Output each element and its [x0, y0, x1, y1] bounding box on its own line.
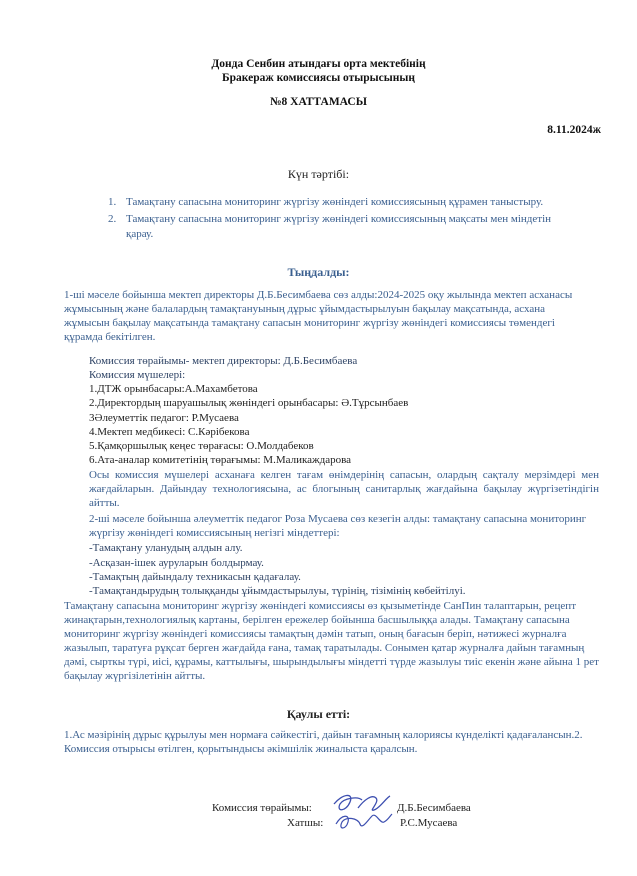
chair-label: Комиссия төрайымы:: [212, 802, 312, 814]
member-line: 2.Директордың шаруашылық жөніндегі орынбасары: Ә.Тұрсынбаев: [89, 397, 409, 409]
heard-paragraph-3: 2-ші мәселе бойынша әлеуметтік педагог Роза Мусаева сөз кезегін алды: тамақтану сапасына мониторинг жүргізу жөніндегі комиссиясының негізгі міндеттері:: [89, 513, 587, 539]
member-line: 6.Ата-аналар комитетінің төрағымы: М.Маликаждарова: [89, 454, 352, 466]
member-line: 5.Қамқоршылық кеңес төрағасы: О.Молдабеков: [89, 440, 314, 452]
agenda-item: [108, 195, 578, 210]
secretary-label: Хатшы:: [287, 817, 324, 829]
decision-title: Қаулы етті:: [286, 707, 351, 721]
protocol-number: №8 ХАТТАМАСЫ: [269, 96, 368, 108]
task-line: -Тамақтандырудың толыққанды ұйымдастырылуы, түрінің, тізімінің көбейтілуі.: [89, 585, 466, 597]
secretary-name: Р.С.Мусаева: [400, 817, 458, 829]
member-line: Комиссия мүшелері:: [89, 369, 186, 381]
member-line: 1.ДТЖ орынбасары:А.Махамбетова: [89, 383, 258, 395]
member-line: 3Әлеуметтік педагог: Р.Мусаева: [89, 412, 239, 424]
agenda-list: [108, 195, 578, 244]
protocol-date: 8.11.2024ж: [547, 124, 601, 136]
agenda-item-text: Тамақтану сапасына мониторинг жүргізу жөніндегі комиссиясының құрамен таныстыру.: [126, 196, 544, 208]
agenda-item: [108, 212, 578, 242]
agenda-item-number: 2.: [108, 213, 117, 225]
heard-paragraph-2: Осы комиссия мүшелері асханаға келген тағам өнімдерінің сапасын, олардың сақталу мерзімдері мен жағдайларын. Дайындау технологиясына, ас блогының санитарлық жағдайына бақылау жүргізетіндігін айтты.: [89, 469, 599, 509]
task-line: -Тамақтың дайындалу техникасын қадағалау.: [89, 571, 301, 583]
agenda-item-text: Тамақтану сапасына мониторинг жүргізу жөніндегі комиссиясының мақсаты мен міндетін қарау.: [126, 213, 552, 240]
commission-title: Бракераж комиссиясы отырысының: [222, 72, 415, 84]
chair-name: Д.Б.Бесимбаева: [397, 802, 471, 814]
heard-paragraph-1: 1-ші мәселе бойынша мектеп директоры Д.Б.Бесимбаева сөз алды:2024-2025 оқу жылында мектеп асханасы жұмысының және балалардың тамақтануының дұрыс ұйымдастырылуын бақылау мақсатында, асхана жұмысын бақылау мақсатында тамақтану сапасын мониторинг жүргізу жөніндегі комиссиясы төмендегі құрамда бекітілген.: [64, 289, 573, 343]
decision-text: 1.Ас мәзірінің дұрыс құрылуы мен нормаға сәйкестігі, дайын тағамның калориясы күнделікті қадағалансын.2. Комиссия отырысы өтілген, қорытындысы әкімшілік жиналыста қаралсын.: [64, 729, 583, 755]
agenda-title: Күн тәртібі:: [287, 167, 350, 181]
agenda-item-number: 1.: [108, 196, 117, 208]
task-line: -Тамақтану уланудың алдын алу.: [89, 542, 243, 554]
heard-title: Тыңдалды:: [287, 265, 350, 279]
heard-paragraph-4: Тамақтану сапасына мониторинг жүргізу жөніндегі комиссиясы өз қызыметінде СанПин талаптарын, рецепт жинақтарын,технологиялық картаны, берілген ережелер бойынша басшылыққа алады. Тамақтану сапасына мониторинг жүргізу жөніндегі комиссиясы тамақтың дәмін татып, оның бағасын беріп, нәтижесі журналға жазылып, таратуға рұқсат берген жағдайда ғана, тамақ таратылады. Сонымен қатар журналға дайын тағамның дәмі, сырткы түрі, иісі, құрамы, каттылығы, шырындылығы міндетті түрде жазылуы тиіс екенін және айына 1 рет бақылау жүргізілетінін айтты.: [64, 600, 599, 682]
member-line: Комиссия төрайымы- мектеп директоры: Д.Б.Бесимбаева: [89, 355, 358, 367]
member-line: 4.Мектеп медбикесі: С.Кәрібекова: [89, 426, 250, 438]
task-line: -Асқазан-ішек ауруларын болдырмау.: [89, 557, 264, 569]
secretary-signature-mark: [332, 806, 396, 836]
school-title: Донда Сенбин атындағы орта мектебінің: [211, 58, 426, 70]
